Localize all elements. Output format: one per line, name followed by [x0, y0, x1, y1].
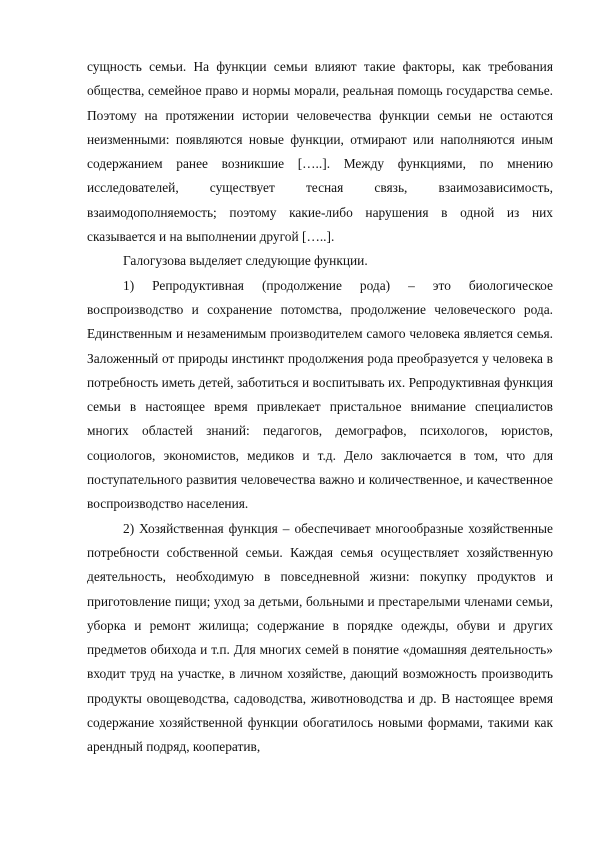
document-body	[87, 55, 553, 760]
paragraph-galoguzova-intro: Галогузова выделяет следующие функции.	[123, 253, 368, 269]
paragraph-economic-function: 2) Хозяйственная функция – обеспечивает многообразные хозяйственные потребности собственной семьи. Каждая семья осуществляет хозяйственную деятельность, необходимую в повседневной жизни: покупку продуктов и приготовление пищи; уход за детьми, больными и престарелыми членами семьи, уборка и ремонт жилища; содержание в порядке одежды, обуви и других предметов обихода и т.п. Для многих семей в понятие «домашняя деятельность» входит труд на участке, в личном хозяйстве, дающий возможность производить продукты овощеводства, садоводства, животноводства и др. В настоящее время содержание хозяйственной функции обогатилось новыми формами, такими как арендный подряд, кооператив,	[87, 520, 553, 755]
paragraph-family-essence: сущность семьи. На функции семьи влияют такие факторы, как требования общества, семейное право и нормы морали, реальная помощь государства семье. Поэтому на протяжении истории человечества функции семьи не остаются неизменными: появляются новые функции, отмирают или наполняются иным содержанием ранее возникшие […..]. Между функциями, по мнению исследователей, существует тесная связь, взаимозависимость, взаимодополняемость; поэтому какие-либо нарушения в одной из них сказывается и на выполнении другой […..].	[87, 59, 553, 245]
paragraph-reproductive-function: 1) Репродуктивная (продолжение рода) – это биологическое воспроизводство и сохранение потомства, продолжение человеческого рода. Единственным и незаменимым производителем самого человека является семья. Заложенный от природы инстинкт продолжения рода преобразуется у человека в потребность иметь детей, заботиться и воспитывать их. Репродуктивная функция семьи в настоящее время привлекает пристальное внимание специалистов многих областей знаний: педагогов, демографов, психологов, юристов, социологов, экономистов, медиков и т.д. Дело заключается в том, что для поступательного развития человечества важно и количественное, и качественное воспроизводство населения.	[87, 277, 553, 512]
